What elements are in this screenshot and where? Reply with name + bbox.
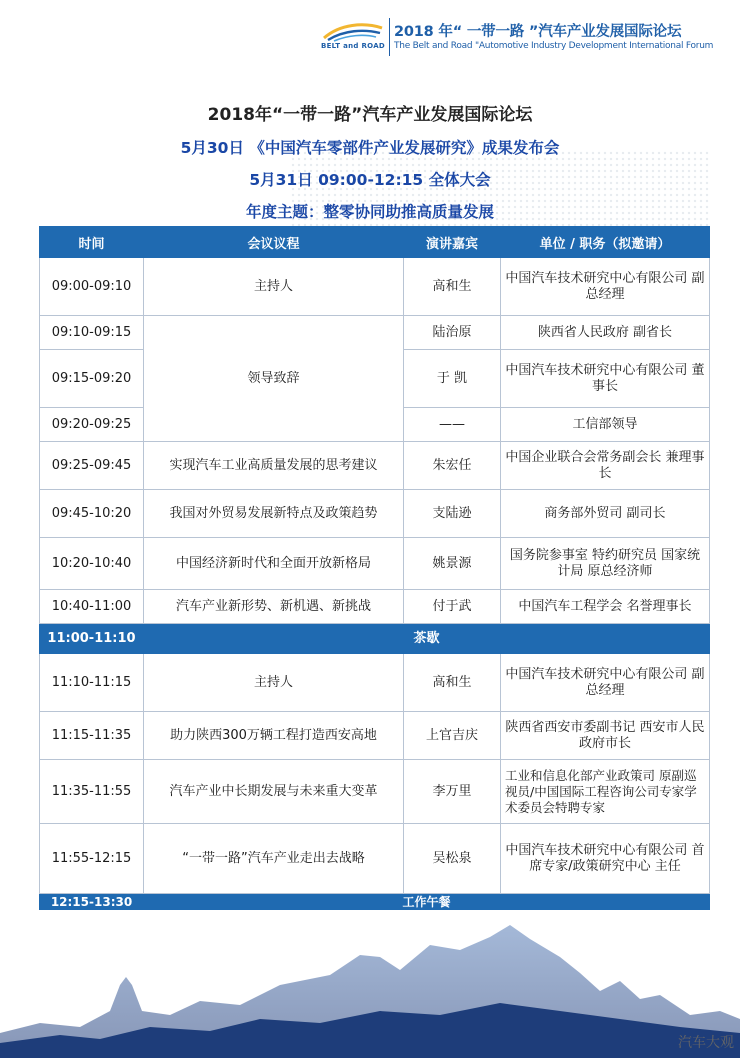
lunch-row <box>40 894 710 910</box>
time-cell: 09:00-09:10 <box>40 258 144 316</box>
organization-cell: 中国汽车技术研究中心有限公司 副总经理 <box>501 654 710 712</box>
break-label: 茶歇 <box>144 624 710 654</box>
logo-text: BELT and ROAD <box>320 42 386 50</box>
speaker-cell: 高和生 <box>404 654 501 712</box>
speaker-cell: 高和生 <box>404 258 501 316</box>
table-row <box>40 590 710 624</box>
header-agenda: 会议议程 <box>144 227 404 258</box>
agenda-cell: 主持人 <box>144 258 404 316</box>
time-cell: 11:35-11:55 <box>40 760 144 824</box>
time-cell: 12:15-13:30 <box>40 894 144 910</box>
organization-cell: 商务部外贸司 副司长 <box>501 490 710 538</box>
speaker-cell: 支陆逊 <box>404 490 501 538</box>
speaker-cell: 朱宏任 <box>404 442 501 490</box>
speaker-cell: —— <box>404 408 501 442</box>
organization-cell: 中国汽车技术研究中心有限公司 董事长 <box>501 350 710 408</box>
speaker-cell: 吴松泉 <box>404 824 501 894</box>
agenda-cell: 汽车产业新形势、新机遇、新挑战 <box>144 590 404 624</box>
organization-cell: 中国企业联合会常务副会长 兼理事长 <box>501 442 710 490</box>
organization-cell: 工业和信息化部产业政策司 原副巡视员/中国国际工程咨询公司专家学术委员会特聘专家 <box>501 760 710 824</box>
speaker-cell: 陆治原 <box>404 316 501 350</box>
table-row <box>40 538 710 590</box>
speaker-cell: 李万里 <box>404 760 501 824</box>
forum-title: 2018年“一带一路”汽车产业发展国际论坛 <box>207 105 533 125</box>
agenda-cell: 中国经济新时代和全面开放新格局 <box>144 538 404 590</box>
speaker-cell: 付于武 <box>404 590 501 624</box>
table-row <box>40 316 710 350</box>
agenda-cell: 实现汽车工业高质量发展的思考建议 <box>144 442 404 490</box>
plenary-session-title: 5月31日 09:00-12:15 全体大会 <box>249 171 491 189</box>
agenda-cell: 我国对外贸易发展新特点及政策趋势 <box>144 490 404 538</box>
speaker-cell: 上官吉庆 <box>404 712 501 760</box>
agenda-cell: 助力陕西300万辆工程打造西安高地 <box>144 712 404 760</box>
organization-cell: 工信部领导 <box>501 408 710 442</box>
break-label: 工作午餐 <box>144 894 710 910</box>
agenda-cell: 主持人 <box>144 654 404 712</box>
speaker-cell: 姚景源 <box>404 538 501 590</box>
time-cell: 09:10-09:15 <box>40 316 144 350</box>
page-header <box>0 0 740 62</box>
release-event-title: 5月30日 《中国汽车零部件产业发展研究》成果发布会 <box>180 139 560 157</box>
table-row <box>40 442 710 490</box>
header-speaker: 演讲嘉宾 <box>404 227 501 258</box>
time-cell: 11:55-12:15 <box>40 824 144 894</box>
watermark: 汽车大观 <box>678 1035 734 1051</box>
table-row <box>40 490 710 538</box>
time-cell: 11:10-11:15 <box>40 654 144 712</box>
time-cell: 11:15-11:35 <box>40 712 144 760</box>
table-row <box>40 258 710 316</box>
organization-cell: 陕西省西安市委副书记 西安市人民政府市长 <box>501 712 710 760</box>
time-cell: 09:45-10:20 <box>40 490 144 538</box>
organization-cell: 国务院参事室 特约研究员 国家统计局 原总经济师 <box>501 538 710 590</box>
table-row <box>40 824 710 894</box>
table-row <box>40 712 710 760</box>
tea-break-row <box>40 624 710 654</box>
table-header-row <box>40 227 710 258</box>
time-cell: 11:00-11:10 <box>40 624 144 654</box>
organization-cell: 中国汽车工程学会 名誉理事长 <box>501 590 710 624</box>
agenda-cell: 汽车产业中长期发展与未来重大变革 <box>144 760 404 824</box>
agenda-table <box>39 226 710 910</box>
header-title-cn: 2018 年“ 一带一路 ”汽车产业发展国际论坛 <box>394 24 682 40</box>
table-row <box>40 760 710 824</box>
time-cell: 10:20-10:40 <box>40 538 144 590</box>
time-cell: 09:20-09:25 <box>40 408 144 442</box>
agenda-cell: “一带一路”汽车产业走出去战略 <box>144 824 404 894</box>
organization-cell: 陕西省人民政府 副省长 <box>501 316 710 350</box>
time-cell: 09:15-09:20 <box>40 350 144 408</box>
speaker-cell: 于 凯 <box>404 350 501 408</box>
agenda-cell: 领导致辞 <box>144 316 404 442</box>
table-row <box>40 654 710 712</box>
time-cell: 10:40-11:00 <box>40 590 144 624</box>
xian-skyline-illustration <box>0 915 740 1058</box>
time-cell: 09:25-09:45 <box>40 442 144 490</box>
annual-theme: 年度主题：整零协同助推高质量发展 <box>245 203 494 221</box>
forum-logo <box>320 20 386 56</box>
header-time: 时间 <box>40 227 144 258</box>
header-organization: 单位 / 职务（拟邀请） <box>501 227 710 258</box>
organization-cell: 中国汽车技术研究中心有限公司 副总经理 <box>501 258 710 316</box>
road-swoosh-icon <box>320 20 386 42</box>
organization-cell: 中国汽车技术研究中心有限公司 首席专家/政策研究中心 主任 <box>501 824 710 894</box>
header-title-en: The Belt and Road "Automotive Industry Development International Forum <box>394 41 714 51</box>
header-divider <box>389 18 390 56</box>
